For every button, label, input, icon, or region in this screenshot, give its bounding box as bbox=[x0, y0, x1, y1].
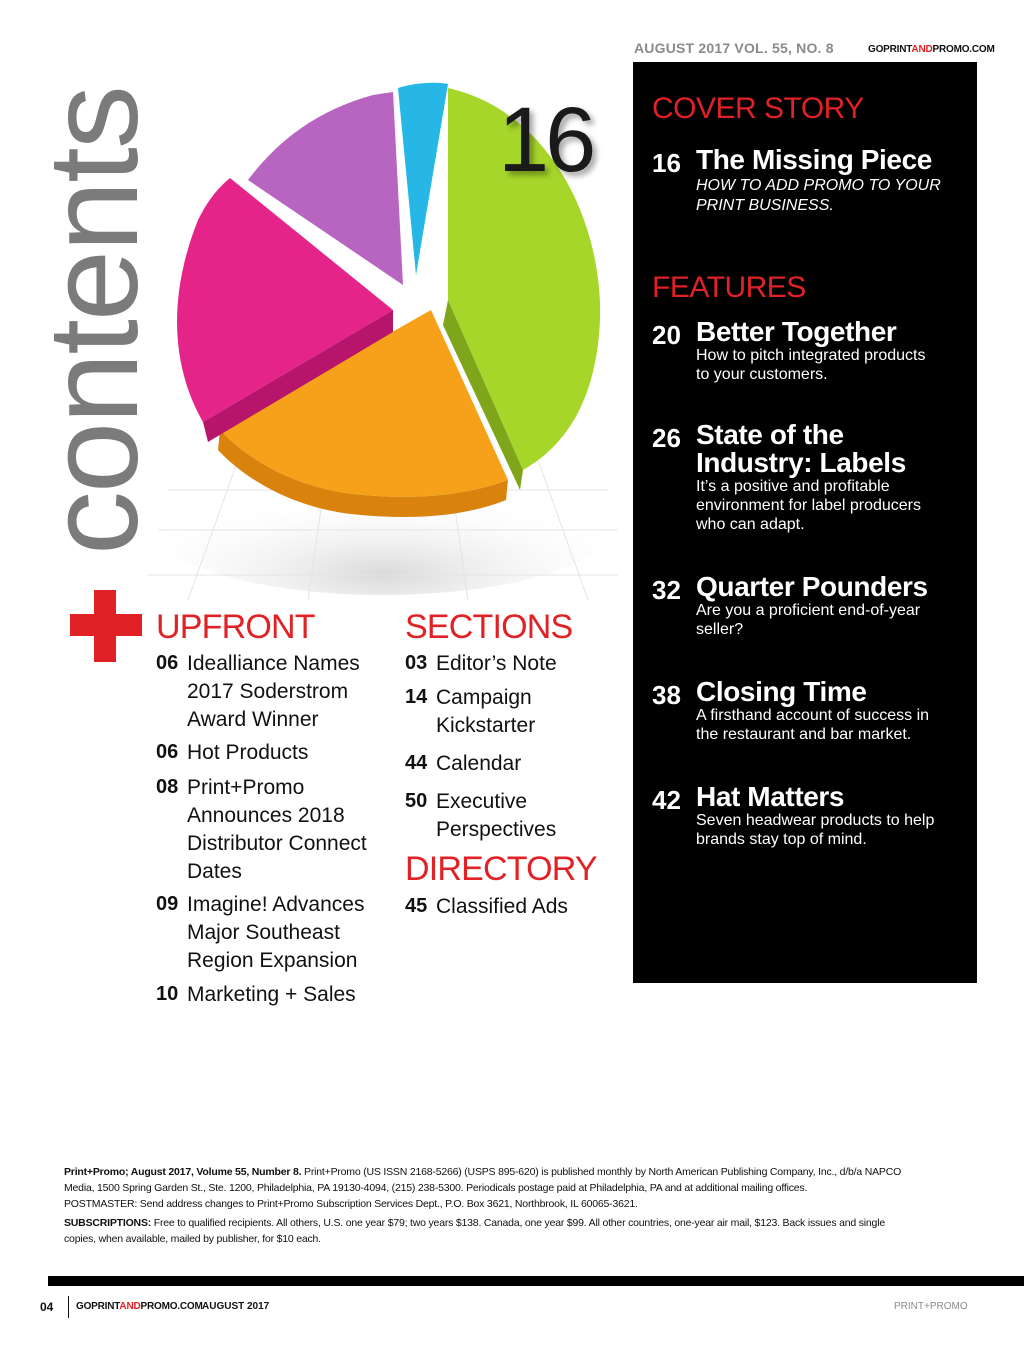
toc-page-number: 44 bbox=[405, 752, 428, 774]
toc-desc-line: the restaurant and bar market. bbox=[696, 726, 912, 743]
toc-line: Kickstarter bbox=[436, 714, 536, 737]
toc-desc-line: environment for label producers bbox=[696, 497, 922, 514]
toc-title: State of the bbox=[696, 419, 844, 450]
toc-desc-line: How to pitch integrated products bbox=[696, 347, 926, 364]
toc-title: Better Together bbox=[696, 316, 897, 347]
toc-desc-line: HOW TO ADD PROMO TO YOUR bbox=[696, 177, 941, 194]
toc-line: Region Expansion bbox=[187, 949, 358, 972]
site-url-post: PROMO.COM bbox=[932, 44, 995, 55]
toc-line: Marketing + Sales bbox=[187, 983, 356, 1006]
footer-site-url[interactable] bbox=[76, 1301, 203, 1312]
toc-title: Closing Time bbox=[696, 676, 867, 707]
toc-page-number: 09 bbox=[156, 893, 179, 915]
toc-page-number: 26 bbox=[652, 423, 681, 453]
toc-page-number: 20 bbox=[652, 320, 681, 350]
toc-page-number: 03 bbox=[405, 652, 428, 674]
toc-page-number: 38 bbox=[652, 680, 681, 710]
postmaster-line: POSTMASTER: Send address changes to Print+Promo Subscription Services Dept., P.O. Box 3621, Northbrook, IL 60065-3621. bbox=[64, 1198, 638, 1210]
cover-page-number: 16 bbox=[498, 89, 593, 191]
directory-heading: DIRECTORY bbox=[405, 850, 597, 888]
toc-page-number: 06 bbox=[156, 652, 179, 674]
toc-line: Dates bbox=[187, 860, 242, 883]
toc-line: 2017 Soderstrom bbox=[187, 680, 349, 703]
footer-divider bbox=[68, 1296, 69, 1318]
toc-page-number: 14 bbox=[405, 686, 428, 708]
site-url-top[interactable] bbox=[868, 44, 995, 55]
toc-line: Campaign bbox=[436, 686, 532, 709]
footer-brand: PRINT+PROMO bbox=[894, 1301, 968, 1312]
subscriptions-line: copies, when available, mailed by publisher, for $10 each. bbox=[64, 1233, 321, 1245]
toc-desc-line: A firsthand account of success in bbox=[696, 707, 930, 724]
toc-title: The Missing Piece bbox=[696, 144, 932, 175]
site-url-pre: GOPRINT bbox=[868, 44, 912, 55]
toc-line: Editor’s Note bbox=[436, 652, 557, 675]
toc-title-line2: Industry: Labels bbox=[696, 447, 906, 478]
contents-title: contents bbox=[22, 87, 165, 555]
toc-line: Distributor Connect bbox=[187, 832, 367, 855]
toc-page-number: 10 bbox=[156, 983, 179, 1005]
footer-date: AUGUST 2017 bbox=[202, 1301, 270, 1312]
toc-line: Award Winner bbox=[187, 708, 319, 731]
cover-story-heading: COVER STORY bbox=[652, 92, 864, 125]
sections-heading: SECTIONS bbox=[405, 608, 573, 646]
toc-line: Print+Promo bbox=[187, 776, 305, 799]
toc-line: Executive bbox=[436, 790, 528, 813]
toc-page-number: 32 bbox=[652, 575, 681, 605]
toc-page-number: 45 bbox=[405, 895, 428, 917]
toc-desc-line: It’s a positive and profitable bbox=[696, 478, 890, 495]
toc-line: Calendar bbox=[436, 752, 522, 775]
toc-line: Perspectives bbox=[436, 818, 557, 841]
footer-site-post: PROMO.COM bbox=[140, 1301, 203, 1312]
publication-info-line: Media, 1500 Spring Garden St., Ste. 1200, Philadelphia, PA 19130-4094, (215) 238-5300. Periodicals postage paid at Philadelphia, PA and at additional mailing offices. bbox=[64, 1182, 808, 1194]
pie-slice-cyan bbox=[398, 83, 448, 275]
publication-info bbox=[64, 1164, 964, 1212]
toc-desc-line: Are you a proficient end-of-year bbox=[696, 602, 921, 619]
toc-line: Idealliance Names bbox=[187, 652, 360, 675]
toc-desc-line: to your customers. bbox=[696, 366, 828, 383]
toc-line: Major Southeast bbox=[187, 921, 340, 944]
toc-line: Imagine! Advances bbox=[187, 893, 365, 916]
subscriptions-label: SUBSCRIPTIONS: bbox=[64, 1217, 152, 1229]
toc-page-number: 16 bbox=[652, 148, 681, 178]
issue-line: AUGUST 2017 VOL. 55, NO. 8 bbox=[634, 40, 834, 56]
toc-page-number: 08 bbox=[156, 776, 179, 798]
plus-icon bbox=[70, 614, 142, 636]
toc-title: Hat Matters bbox=[696, 781, 845, 812]
publication-info-bold: Print+Promo; August 2017, Volume 55, Number 8. bbox=[64, 1166, 302, 1178]
footer-site-and: AND bbox=[119, 1301, 141, 1312]
toc-line: Announces 2018 bbox=[187, 804, 345, 827]
upfront-heading: UPFRONT bbox=[156, 608, 315, 646]
site-url-and: AND bbox=[911, 44, 933, 55]
footer-page-number: 04 bbox=[40, 1300, 54, 1314]
publication-info-text: Print+Promo (US ISSN 2168-5266) (USPS 895-620) is published monthly by North American Publishing Company, Inc., d/b/a NAPCO bbox=[301, 1166, 902, 1178]
toc-desc-line: brands stay top of mind. bbox=[696, 831, 867, 848]
features-heading: FEATURES bbox=[652, 271, 806, 304]
toc-line: Hot Products bbox=[187, 741, 309, 764]
toc-desc-line: seller? bbox=[696, 621, 744, 638]
toc-desc-line: Seven headwear products to help bbox=[696, 812, 935, 829]
toc-page-number: 06 bbox=[156, 741, 179, 763]
toc-line: Classified Ads bbox=[436, 895, 568, 918]
toc-page-number: 50 bbox=[405, 790, 428, 812]
subscriptions-info bbox=[64, 1215, 964, 1247]
toc-page-number: 42 bbox=[652, 785, 681, 815]
footer-rule bbox=[48, 1276, 1024, 1286]
toc-desc-line: who can adapt. bbox=[696, 516, 805, 533]
footer-site-pre: GOPRINT bbox=[76, 1301, 120, 1312]
toc-title: Quarter Pounders bbox=[696, 571, 928, 602]
toc-desc-line: PRINT BUSINESS. bbox=[696, 197, 834, 214]
subscriptions-text: Free to qualified recipients. All others, U.S. one year $79; two years $138. Canada, one year $99. All other countries, one-year air mail, $123. Back issues and single bbox=[151, 1217, 885, 1229]
